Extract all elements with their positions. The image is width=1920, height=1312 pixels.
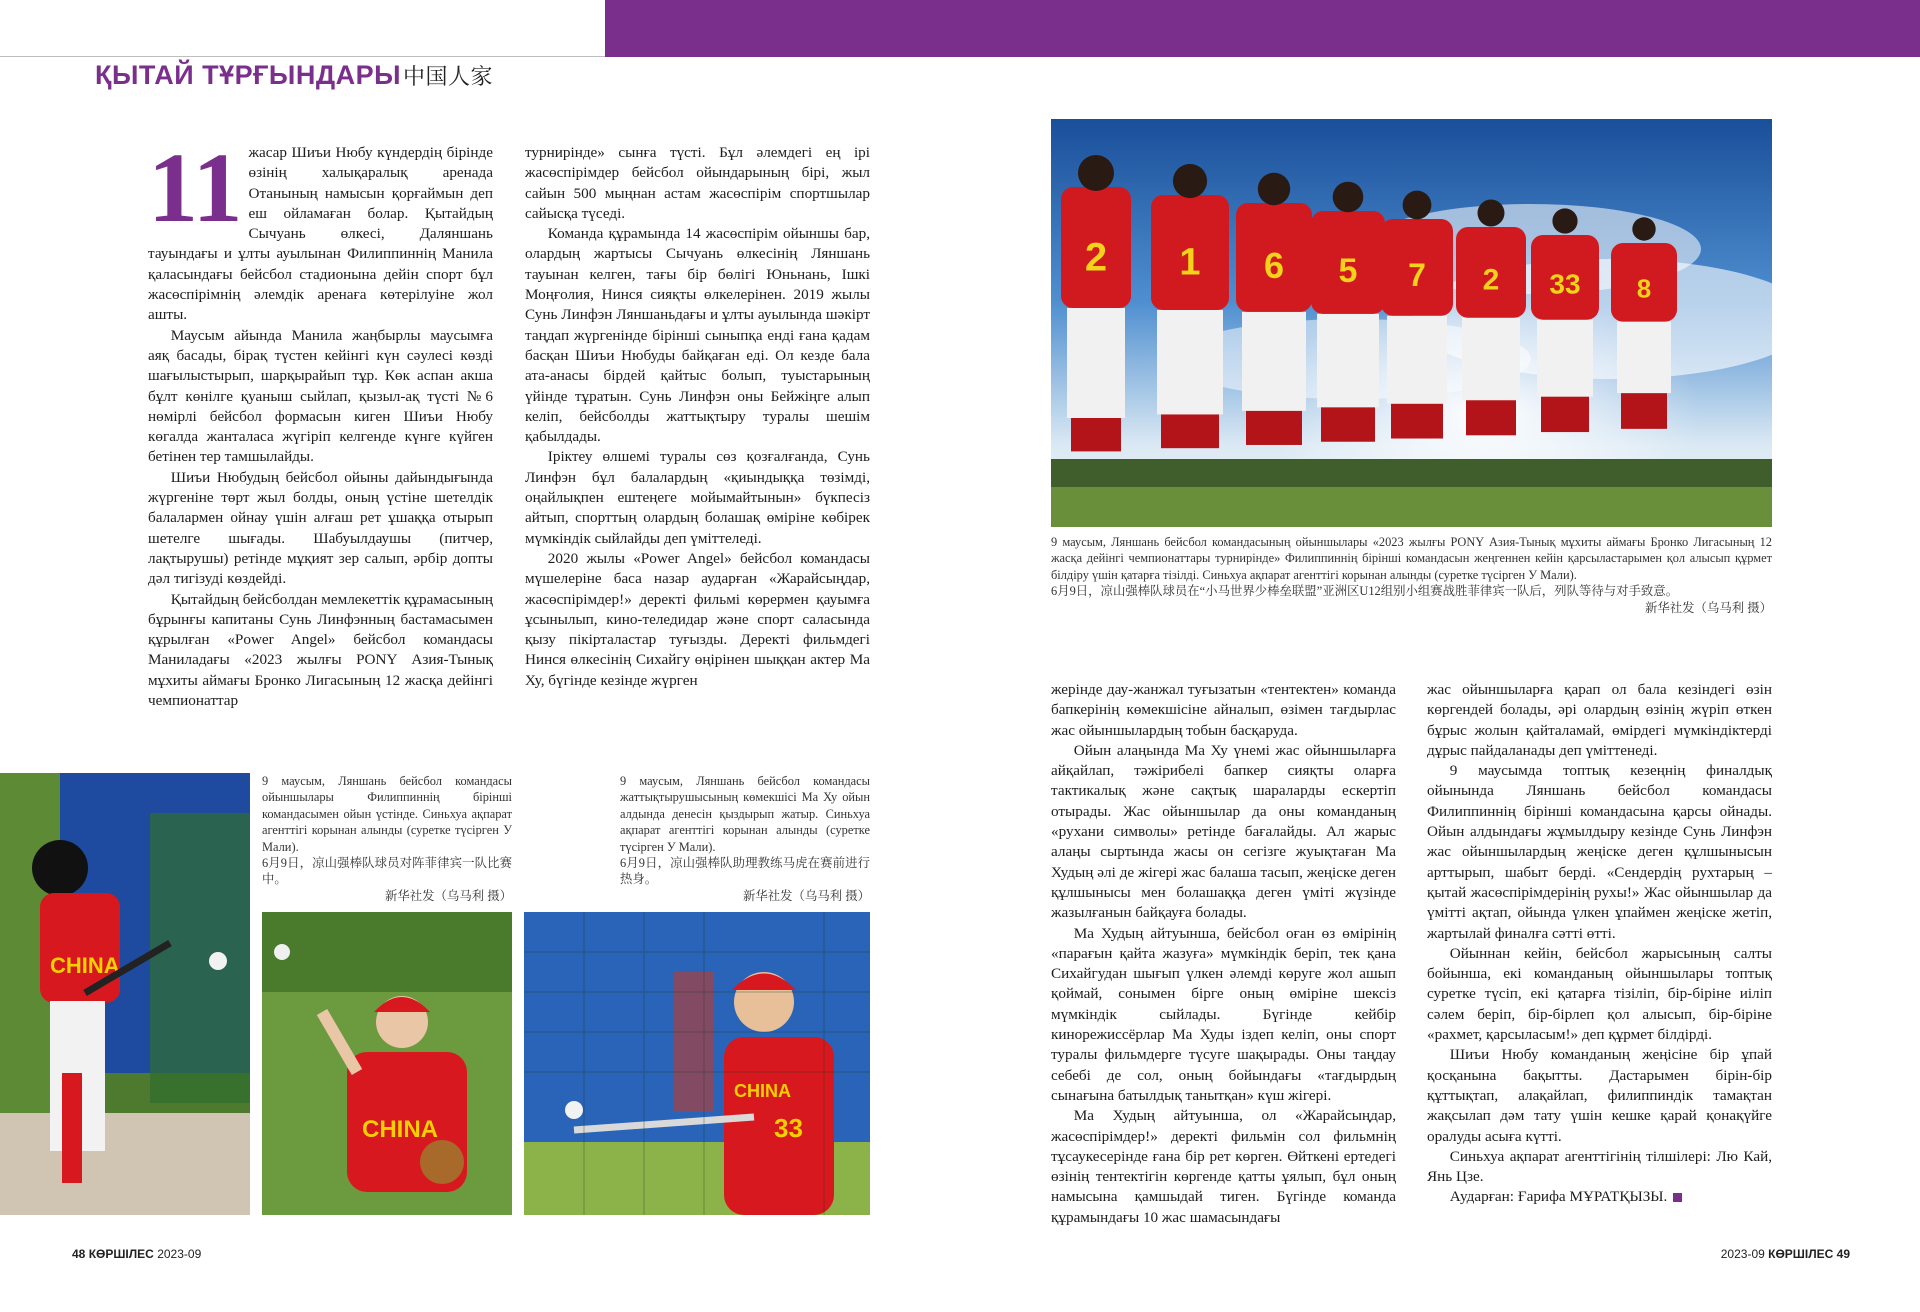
caption2-text: 9 маусым, Ляншань бейсбол командасы ойыншылары Филиппиннің бірінші командасымен ойын үстінде. Синьхуа ақпарат агенттігі корынан алынды (суретке түсірген У Мали). — [262, 774, 512, 854]
team-lineup-photo — [1051, 119, 1772, 527]
player-pants — [1067, 308, 1125, 418]
player-pants — [1537, 320, 1593, 397]
jersey-number: 5 — [1338, 252, 1358, 291]
article-paragraph: Шиъи Нюбудың бейсбол ойыны дайындығында жүргеніне төрт жыл болды, оның үстіне шетелдік балалармен ойнау үшін алғаш рет ұшаққа отырып шетелге шығады. Шабуылдаушы (питчер, лақтырушы) ретінде мұқият зер салып, әрбір допты дәл тигізуді көздейді. — [148, 468, 493, 588]
player-figure — [1381, 191, 1453, 439]
article-paragraph: Ойын алаңында Ма Ху үнемі жас ойыншыларға айқайлап, тәжірибелі бапкер сияқты оларға тактикалық және сақтық шараларды ескертіп отырады. Жас ойыншылар да оны команданың «рухани символы» ретінде бағалайды. Ал жарыс алаңы сыртында жасы он сегізге жуықтаған Ма Худың әлі де жігері жас балаша тасып, жеңіске деген құлшынысы мен болашаққа деген үміті жүзінде жазылғанын байқауға болады. — [1051, 741, 1396, 922]
right-page-number: 49 — [1836, 1247, 1850, 1261]
article-paragraph: турнирінде» сынға түсті. Бұл әлемдегі ең ірі жасөспірімдер бейсбол ойындарының бірі, жыл сайын 500 мыңнан астам жасөспірім спортшылар сайысқа түседі. — [525, 144, 870, 222]
batter-photo — [0, 773, 250, 1215]
main-caption-cn: 6月9日，凉山强棒队球员在“小马世界少棒垒联盟”亚洲区U12组别小组赛战胜菲律宾一队后，列队等待与对手致意。 — [1051, 584, 1679, 599]
player-head — [1078, 155, 1114, 191]
header-color-bar — [605, 0, 1920, 57]
jersey-number: 1 — [1179, 241, 1201, 284]
article-paragraph: Команда құрамында 14 жасөспірім ойыншы бар, олардың жартысы Сычуань өлкесінің Ляншань тауынан келген, тағы бір бөлігі Юньнань, Ішкі Моңғолия, Нинся сияқты өлкелерінен. 2019 жылы Сунь Линфэн Ляншаньдағы и ұлты ауылында шәкірт таңдап жүргенінде бірінші сыныпқа енді ғана қадам басқан Шиъи Нюбуды байқаған еді. Ол кезде бала ата-анасы бірдей қайтыс болып, туыстарының үйінде тұратын. Сунь Линфэн оны Бейжіңге алып келіп, бейсболды жаттықтыру туралы шешім қабылдады. — [525, 225, 870, 446]
batter-photo-caption — [262, 773, 512, 904]
player1-jersey-text: CHINA — [50, 953, 120, 978]
player-socks — [1321, 402, 1375, 442]
player-socks — [1466, 395, 1516, 435]
coach-photo-caption — [620, 773, 870, 904]
player-pants — [1387, 316, 1447, 404]
left-page-number: 48 — [72, 1247, 86, 1261]
jersey-number: 33 — [1549, 268, 1581, 300]
main-photo-caption — [1051, 534, 1772, 616]
article-column-4 — [1427, 680, 1772, 1208]
article-paragraph: Қытайдың бейсболдан мемлекеттік құрамасының бұрынғы капитаны Сунь Линфэнның бастамасымен құрылған «Power Angel» бейсбол командасы Маниладағы «2023 жылғы PONY Азия-Тынық мұхиты аймағы Бронко Лигасының 12 жасқа дейінгі чемпионаттар — [148, 590, 493, 710]
player-figure — [1151, 164, 1229, 448]
coach-batting-photo — [524, 912, 870, 1215]
player-head — [1173, 164, 1207, 198]
article-paragraph: 2020 жылы «Power Angel» бейсбол командасы мүшелеріне баса назар аударған «Жарайсыңдар, жасөспірімдер!» деректі фильмі көрермен қауымға ұсынылып, кино-теледидар және спорт саласында қызу пікірталастар туғызды. Деректі фильмдегі Нинся өлкесінің Сихайгу өңірінен шыққан актер Ма Ху, бүгінде кезінде жүрген — [525, 549, 870, 689]
right-magazine-name: КӨРШІЛЕС — [1768, 1247, 1834, 1261]
article-paragraph: 9 маусымда топтық кезеңнің финалдық ойынында Ляншань бейсбол командасы Филиппиннің бірінші командасына қарсы ойнады. Ойын алдындағы жұмылдыру кезінде Сунь Линфэн жас ойыншылардың жеңіске деген құлшынысын арттырып, шабыт берді. «Сендердің рухтарың – қытай жасөспірімдерінің рухы!» Жас ойыншылар да үмітті ақтап, ойында үлкен ұпаймен жеңіске жетіп, жартылай финалға сәтті өтті. — [1427, 762, 1772, 942]
main-caption-text: 9 маусым, Ляншань бейсбол командасының ойыншылары «2023 жылғы PONY Азия-Тынық мұхиты аймағы Бронко Лигасының 12 жасқа дейінгі чемпионаттары турнирінде» Филиппиннің бірінші командасын жеңгеннен кейін қарсыластарымен қол алысып құрмет білдіру үшін қатарға тізілді. Синьхуа ақпарат агенттігі корынан алынды (суретке түсірген У Мали). — [1051, 535, 1772, 582]
end-mark — [1673, 1193, 1682, 1202]
header-rule — [0, 56, 605, 57]
article-paragraph: жерінде дау-жанжал туғызатын «тентектен» команда бапкерінің көмекшісіне айналып, өзімен тағдырлас жас ойыншылардың тобын басқаруда. — [1051, 681, 1396, 739]
player-pants — [1157, 310, 1223, 415]
right-issue: 2023-09 — [1720, 1247, 1765, 1261]
caption2-credit: 新华社发（乌马利 摄） — [384, 888, 512, 903]
jersey-number: 2 — [1482, 263, 1500, 297]
translator-credit: Аударған: Ғарифа МҰРАТҚЫЗЫ. — [1427, 1187, 1772, 1207]
player3-jersey-text: CHINA — [734, 1081, 791, 1101]
player-socks — [1391, 399, 1443, 439]
article-paragraph: Ма Худың айтуынша, ол «Жарайсыңдар, жасөспірімдер!» деректі фильмін сол фильмнің тұсаукесерінде ғана бір рет көрген. Өйткені ертедегі өзінің тентектігін көргенде қатты ұялып, бұл оның намысына қамшыдай тиген. Бүгінде команда құрамындағы 10 жас шамасындағы — [1051, 1107, 1396, 1226]
player-head — [1632, 217, 1655, 240]
player-pants — [1317, 314, 1379, 408]
article-paragraph: Шиъи Нюбу команданың жеңісіне бір ұпай қосқанына бақытты. Дастарымен бірін-бір құттықтап, алақайлап, филиппиндік тамақтан жақсылап дәм тату үшін кешке қарай қонақүйге оралуды асыға күтті. — [1427, 1046, 1772, 1145]
player-pants — [1462, 318, 1520, 401]
article-paragraph: жас ойыншыларға қарап ол бала кезіндегі өзін көргендей болады, әрі олардың өзінің жүріп өткен бұрыс жолын қайталамай, өмірдегі мүмкіндіктерді дұрыс пайдаланады деп үміттенеді. — [1427, 681, 1772, 759]
section-title — [95, 60, 493, 91]
jersey-number: 6 — [1263, 245, 1285, 287]
player3-number: 33 — [774, 1113, 803, 1143]
player2-jersey-text: CHINA — [362, 1116, 438, 1143]
caption3-text: 9 маусым, Ляншань бейсбол командасы жаттықтырушысының көмекшісі Ма Ху ойын алдында денесін қыздырып жатыр. Синьхуа ақпарат агенттігі корынан алынды (суретке түсірген У Мали). — [620, 774, 870, 854]
player-figure — [1531, 208, 1599, 432]
article-paragraph: Ойыннан кейін, бейсбол жарысының салты бойынша, екі команданың ойыншылары топтық суретке түсіп, екі қатарға тізіліп, бір-біріне иіліп сәлем беріп, бір-бірлеп қол алысып, бір-біріне «рахмет, қарсыласым!» деп құрмет білдірді. — [1427, 944, 1772, 1044]
player-head — [1403, 191, 1432, 220]
player-head — [1478, 200, 1505, 227]
player-figure — [1236, 173, 1312, 445]
jersey-number: 8 — [1636, 273, 1652, 304]
left-page-folio — [72, 1247, 201, 1261]
article-lead-paragraph: 11 жасар Шиъи Нюбу күндердің бірінде өзінің халықаралық аренада Отанының намысын қорғаймын деп еш ойламаған болар. Қытайдың Сычуань өлкесі, Даляншань тауындағы и ұлты ауылынан Филиппиннің Манила қаласындағы бейсбол стадионына дейін спорт бұл жасөспірімнің әлемдік аренаға көтерілуіне жол ашты. — [148, 132, 493, 324]
article-column-1 — [148, 132, 493, 711]
article-paragraph: Маусым айында Манила жаңбырлы маусымға аяқ басады, бірақ түстен кейінгі күн сәулесі көзді шағылыстырып, шарқырайып тұр. Көк аспан акша бұлт көнілге қуаныш сыйлап, қызыл-ақ түсті №6 нөмірлі бейсбол формасын киген Шиъи Нюбу көгалда жанталаса жүгіріп келгенде күнге күйген бетінен тер тамшылайды. — [148, 326, 493, 466]
jersey-number: 7 — [1408, 256, 1426, 293]
section-title-kz: ҚЫТАЙ ТҰРҒЫНДАРЫ — [95, 60, 402, 90]
article-column-3 — [1051, 680, 1396, 1228]
caption3-credit: 新华社发（乌马利 摄） — [742, 888, 870, 903]
jersey-number: 2 — [1084, 235, 1108, 280]
player-head — [1333, 182, 1364, 213]
pitcher-photo — [262, 912, 512, 1215]
left-issue: 2023-09 — [157, 1247, 202, 1261]
player-head — [1258, 173, 1290, 205]
player-socks — [1541, 392, 1589, 432]
caption3-cn: 6月9日，凉山强棒队助理教练马虎在赛前进行热身。 — [620, 856, 870, 887]
player-socks — [1621, 389, 1667, 429]
player-head — [1552, 208, 1577, 233]
article-paragraph: Іріктеу өлшемі туралы сөз қозғалғанда, Сунь Линфэн бұл балалардың «қиындыққа төзімді, оңайлықпен ештеңеге мойымайтынын» бүкпесіз айтып, спорттың олардың болашақ өміріне көбірек мүмкіндік сыйлайды деп үміттеледі. — [525, 448, 870, 547]
article-paragraph: Ма Худың айтуынша, бейсбол оған өз өмірінің «парағын қайта жазуға» мүмкіндік беріп, тек қана Сихайгудан шығып үлкен әлемді көруге жол ашып қоймай, сонымен бірге оның өміріне шексіз мүмкіндік сыйлады. Бүгінде кейбір кинорежиссёрлар Ма Худы іздеп келіп, оны спорт туралы фильмдерге түсуге шақырады. Оны таңдау себебі де сол, оның бойындағы «тағдырдың сынағына батылдық танытқан» күш жігері. — [1051, 924, 1396, 1104]
drop-cap: 11 — [148, 132, 243, 243]
player-figure — [1456, 200, 1526, 436]
player-pants — [1617, 322, 1671, 394]
right-page-folio — [1721, 1247, 1850, 1261]
left-magazine-name: КӨРШІЛЕС — [88, 1247, 154, 1261]
section-title-cn: 中国人家 — [403, 64, 494, 89]
player-pants — [1242, 312, 1306, 411]
player-figure — [1061, 155, 1131, 451]
caption2-cn: 6月9日，凉山强棒队球员对阵菲律宾一队比赛中。 — [262, 856, 512, 887]
article-paragraph: Синьхуа ақпарат агенттігінің тілшілері: Лю Кай, Янь Цзе. — [1427, 1147, 1772, 1186]
player-socks — [1246, 405, 1302, 445]
article-column-2 — [525, 143, 870, 691]
player-figure — [1311, 182, 1385, 442]
main-caption-credit: 新华社发（乌马利 摄） — [1644, 600, 1772, 615]
